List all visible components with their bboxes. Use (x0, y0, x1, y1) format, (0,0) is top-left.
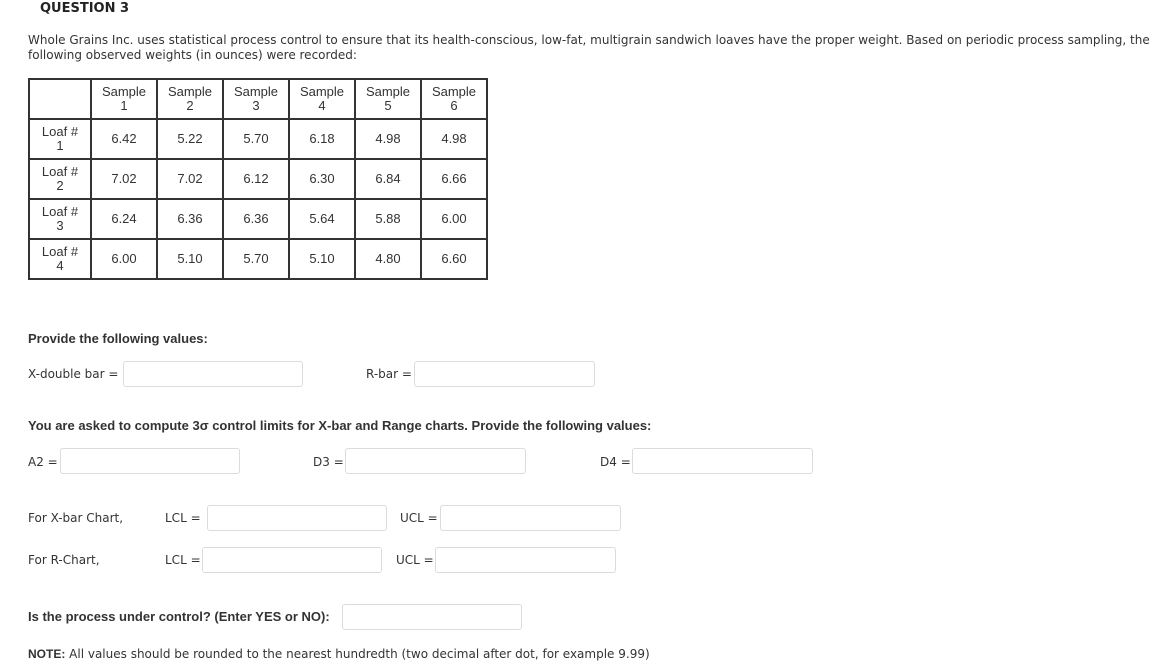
table-cell: 6.12 (223, 159, 289, 199)
table-cell: 6.66 (421, 159, 487, 199)
table-cell: 6.24 (91, 199, 157, 239)
r-lcl-input[interactable] (202, 547, 382, 573)
table-header-cell: Sample 3 (223, 79, 289, 119)
r-lcl-label: LCL = (165, 553, 201, 567)
table-row (29, 239, 487, 279)
row-header-cell: Loaf # 1 (29, 119, 91, 159)
rbar-input[interactable] (414, 361, 595, 387)
r-chart-label: For R-Chart, (28, 553, 100, 567)
question-title: QUESTION 3 (40, 1, 130, 16)
table-header-cell: Sample 4 (289, 79, 355, 119)
table-corner-cell (29, 79, 91, 119)
xdouble-bar-label: X-double bar = (28, 367, 119, 381)
control-question: Is the process under control? (Enter YES or NO): (28, 609, 330, 624)
table-cell: 6.42 (91, 119, 157, 159)
weights-table (28, 78, 488, 280)
table-cell: 4.98 (421, 119, 487, 159)
table-header-cell: Sample 6 (421, 79, 487, 119)
row-header-cell: Loaf # 2 (29, 159, 91, 199)
table-cell: 6.30 (289, 159, 355, 199)
control-limits-heading: You are asked to compute 3σ control limits for X-bar and Range charts. Provide the following values: (28, 418, 652, 433)
rbar-label: R-bar = (366, 367, 412, 381)
table-cell: 6.36 (157, 199, 223, 239)
xbar-lcl-input[interactable] (207, 505, 387, 531)
table-cell: 5.70 (223, 239, 289, 279)
table-cell: 6.84 (355, 159, 421, 199)
table-cell: 6.00 (91, 239, 157, 279)
table-cell: 6.60 (421, 239, 487, 279)
note-text: All values should be rounded to the nearest hundredth (two decimal after dot, for example 9.99) (65, 647, 650, 661)
table-cell: 6.00 (421, 199, 487, 239)
question-intro: Whole Grains Inc. uses statistical process control to ensure that its health-conscious, low-fat, multigrain sandwich loaves have the proper weight. Based on periodic process sampling, the following observed weights (in ounces) were recorded: (28, 33, 1150, 62)
table-cell: 5.64 (289, 199, 355, 239)
table-cell: 5.70 (223, 119, 289, 159)
table-cell: 6.18 (289, 119, 355, 159)
table-header-cell: Sample 5 (355, 79, 421, 119)
rounding-note (28, 647, 650, 661)
table-header-cell: Sample 1 (91, 79, 157, 119)
d3-input[interactable] (345, 448, 526, 474)
table-row (29, 199, 487, 239)
table-cell: 5.10 (289, 239, 355, 279)
xdouble-bar-input[interactable] (123, 361, 303, 387)
table-cell: 4.80 (355, 239, 421, 279)
table-header-cell: Sample 2 (157, 79, 223, 119)
control-answer-input[interactable] (342, 604, 522, 630)
table-cell: 7.02 (91, 159, 157, 199)
a2-input[interactable] (60, 448, 240, 474)
table-row (29, 159, 487, 199)
d4-input[interactable] (632, 448, 813, 474)
xbar-ucl-input[interactable] (440, 505, 621, 531)
table-cell: 5.10 (157, 239, 223, 279)
row-header-cell: Loaf # 3 (29, 199, 91, 239)
note-label: NOTE: (28, 647, 66, 661)
table-cell: 5.88 (355, 199, 421, 239)
table-cell: 4.98 (355, 119, 421, 159)
table-cell: 5.22 (157, 119, 223, 159)
r-ucl-input[interactable] (435, 547, 616, 573)
xbar-chart-label: For X-bar Chart, (28, 511, 124, 525)
table-cell: 6.36 (223, 199, 289, 239)
a2-label: A2 = (28, 455, 58, 469)
table-header-row (29, 79, 487, 119)
xbar-ucl-label: UCL = (400, 511, 438, 525)
table-cell: 7.02 (157, 159, 223, 199)
r-ucl-label: UCL = (396, 553, 434, 567)
d3-label: D3 = (313, 455, 344, 469)
d4-label: D4 = (600, 455, 631, 469)
table-row (29, 119, 487, 159)
xbar-lcl-label: LCL = (165, 511, 201, 525)
row-header-cell: Loaf # 4 (29, 239, 91, 279)
provide-values-heading: Provide the following values: (28, 331, 208, 346)
